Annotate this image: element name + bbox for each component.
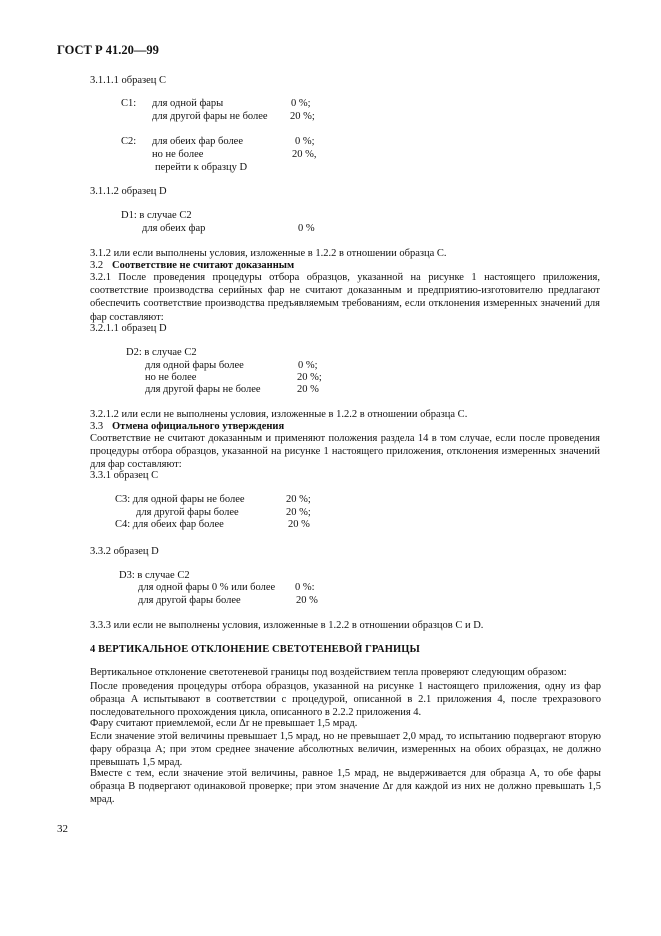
paragraph-text: Если значение этой величины превышает 1,5 мрад, но не превышает 2,0 мрад, то испытанию подвергают вторую фару образца A; при этом среднее значение абсолютных величин, измеренных на обоих образцах, не должно превышать 1,5 мрад. — [90, 731, 601, 769]
paragraph: 3.3.3 или если не выполнены условия, изложенные в 1.2.2 в отношении образцов C и D. — [90, 620, 484, 631]
row-text: C4: для обеих фар более — [115, 519, 224, 530]
subsection-title: 3.1.1.1 образец C — [90, 75, 167, 86]
paragraph-text: Соответствие не считают доказанным и применяют положения раздела 14 в том случае, если после проведения процедуры отбора образцов, указанной на рисунке 1 настоящего приложения, отклонения измеренных значений для фар составляют: — [90, 433, 600, 471]
paragraph-text: Вертикальное отклонение светотеневой границы под воздействием тепла проверяют следующим образом: — [90, 667, 567, 678]
row-value: 20 %; — [286, 507, 311, 518]
row-text: для обеих фар более — [152, 136, 243, 147]
row-text: перейти к образцу D — [155, 162, 248, 173]
row-text: для одной фары более — [145, 360, 244, 371]
row-value: 20 %; — [290, 111, 315, 122]
row-text: но не более — [145, 372, 197, 383]
row-text: для обеих фар — [142, 223, 206, 234]
row-text: но не более — [152, 149, 204, 160]
row-value: 0 %; — [298, 360, 318, 371]
row-text: для другой фары более — [136, 507, 239, 518]
row-text: C3: для одной фары не более — [115, 494, 245, 505]
row-value: 0 %: — [295, 582, 315, 593]
paragraph — [90, 717, 601, 730]
subsection-title: 3.3.2 образец D — [90, 546, 159, 557]
row-text: D2: в случае C2 — [126, 347, 197, 358]
row-text: D3: в случае C2 — [119, 570, 190, 581]
row-value: 20 %; — [286, 494, 311, 505]
row-value: 20 % — [288, 519, 310, 530]
paragraph-text: После проведения процедуры отбора образцов, указанной на рисунке 1 настоящего приложения, одну из фар образца A испытывают в соответствии с процедурой, описанной в 2.1 приложения 4, после трехразового последовательного прохождения цикла, описанного в 2.2.2 приложения 4. — [90, 681, 601, 719]
paragraph — [90, 767, 601, 807]
paragraph-text: Фару считают приемлемой, если Δr не превышает 1,5 мрад. — [90, 718, 358, 729]
row-text: D1: в случае C2 — [121, 210, 192, 221]
section-number: 3.3 — [90, 421, 104, 432]
section-number: 3.2 — [90, 260, 104, 271]
paragraph — [90, 680, 601, 720]
subsection-title: 3.3.1 образец C — [90, 470, 159, 481]
row-label: C1: — [121, 98, 137, 109]
paragraph — [90, 271, 600, 324]
row-value: 20 %, — [292, 149, 317, 160]
row-text: для одной фары — [152, 98, 224, 109]
row-value: 0 % — [298, 223, 315, 234]
section-title: Соответствие не считают доказанным — [112, 260, 295, 271]
row-value: 0 %; — [291, 98, 311, 109]
row-text: для другой фары не более — [152, 111, 268, 122]
row-label: C2: — [121, 136, 137, 147]
paragraph-text: 3.2.1 После проведения процедуры отбора образцов, указанной на рисунке 1 настоящего приложения, соответствие производства серийных фар не считают доказанным и предприятию-изготовителю предлагают обеспечить соответствие производства предъявляемым требованиям, если отклонения измеренных значений для фар составляют: — [90, 272, 600, 323]
document-header: ГОСТ Р 41.20—99 — [57, 43, 159, 57]
subsection-title: 3.2.1.1 образец D — [90, 323, 167, 334]
paragraph: 3.2.1.2 или если не выполнены условия, изложенные в 1.2.2 в отношении образца C. — [90, 409, 468, 420]
row-text: для другой фары не более — [145, 384, 261, 395]
section-title: Отмена официального утверждения — [112, 421, 285, 432]
paragraph — [90, 666, 601, 679]
paragraph: 3.1.2 или если выполнены условия, изложенные в 1.2.2 в отношении образца C. — [90, 248, 447, 259]
paragraph — [90, 730, 601, 770]
subsection-title: 3.1.1.2 образец D — [90, 186, 167, 197]
row-value: 20 % — [297, 384, 319, 395]
row-value: 20 %; — [297, 372, 322, 383]
row-value: 20 % — [296, 595, 318, 606]
paragraph-text: Вместе с тем, если значение этой величины, равное 1,5 мрад, не выдерживается для образца A, то обе фары образца B подвергают одинаковой проверке; при этом значение Δr для каждой из них не должно превышать 1,5 мрад. — [90, 768, 601, 806]
paragraph — [90, 432, 600, 472]
page-number: 32 — [57, 823, 68, 835]
row-text: для одной фары 0 % или более — [138, 582, 276, 593]
row-text: для другой фары более — [138, 595, 241, 606]
row-value: 0 %; — [295, 136, 315, 147]
section-4-title: 4 ВЕРТИКАЛЬНОЕ ОТКЛОНЕНИЕ СВЕТОТЕНЕВОЙ ГРАНИЦЫ — [90, 644, 420, 655]
